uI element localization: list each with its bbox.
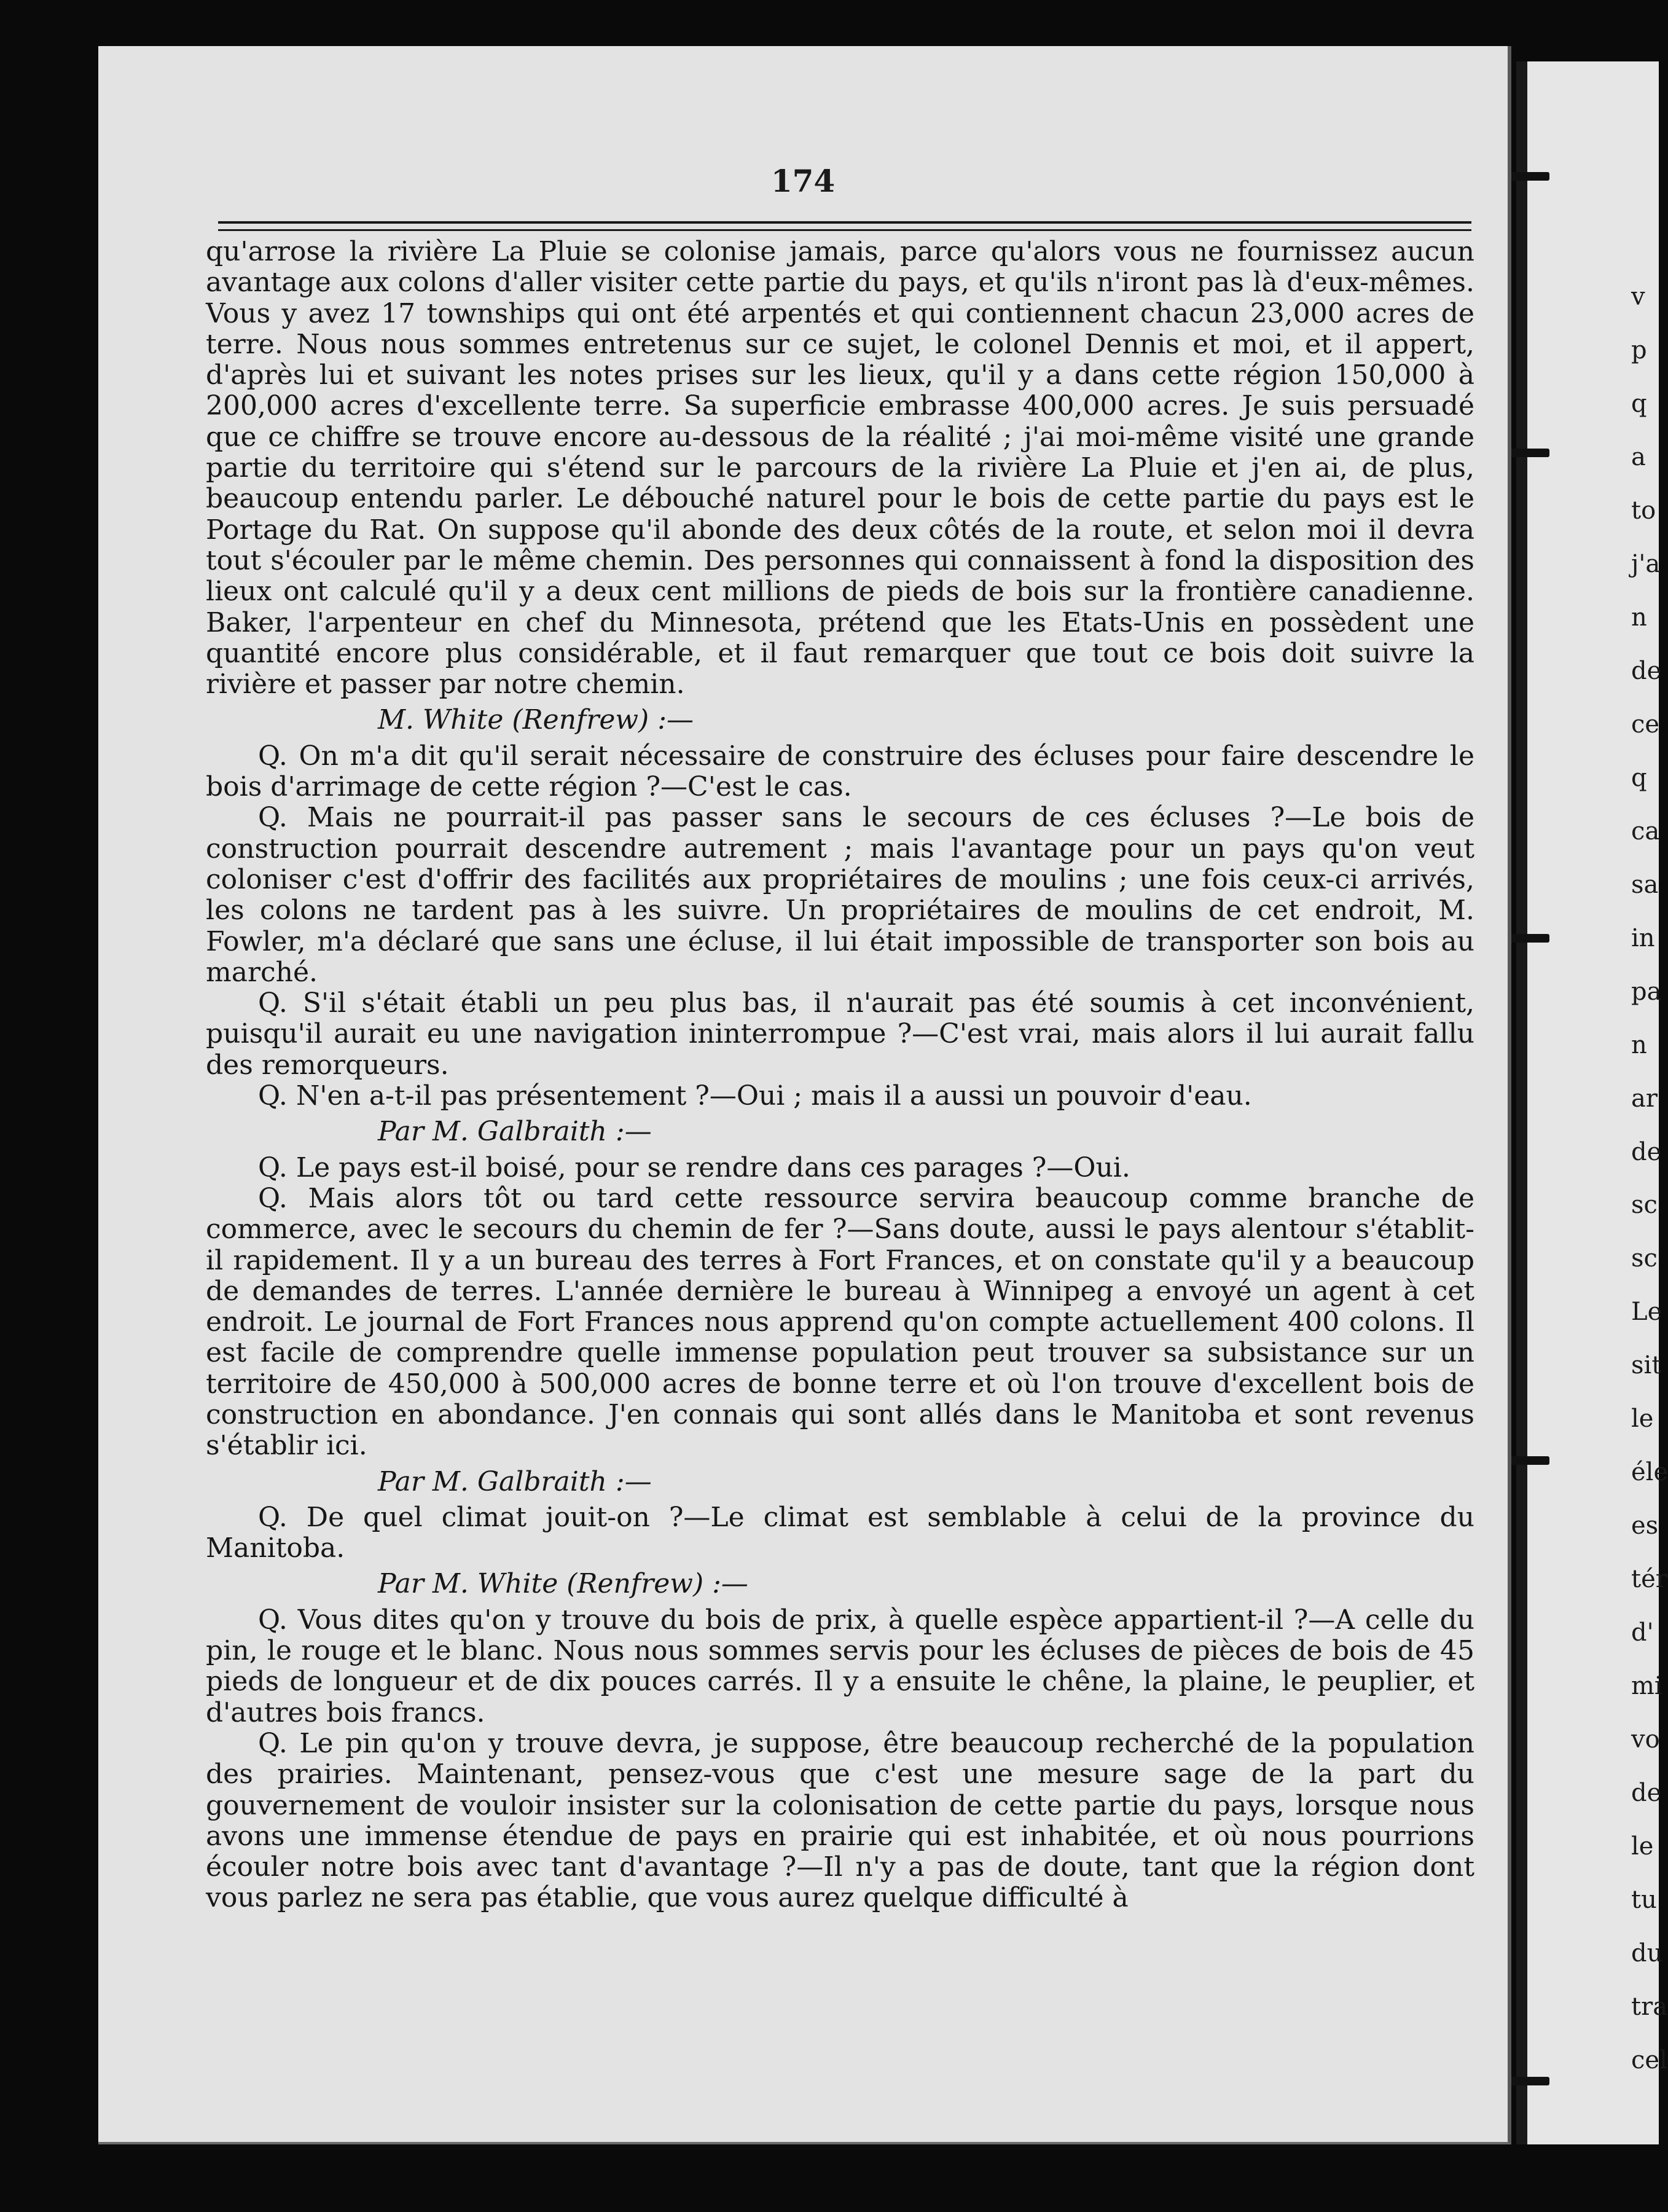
adjacent-page-fragment: d' (1631, 1618, 1654, 1647)
speaker-heading: Par M. Galbraith :— (378, 1116, 652, 1148)
adjacent-page-fragment: du (1631, 1939, 1663, 1968)
paragraph: Q. S'il s'était établi un peu plus bas, il n'aurait pas été soumis à cet inconvénient, puisqu'il aurait eu une navigation ininterrompue ?—C'est vrai, mais alors il lui aurait fallu des remorqueurs. (206, 987, 1474, 1081)
adjacent-page-fragment: pa (1631, 977, 1662, 1006)
adjacent-page-fragment: le (1631, 1405, 1654, 1433)
speaker-heading: Par M. White (Renfrew) :— (378, 1568, 748, 1600)
adjacent-page-fragment: ce (1631, 710, 1660, 739)
paragraph: Q. Vous dites qu'on y trouve du bois de prix, à quelle espèce appartient-il ?—A celle du pin, le rouge et le blanc. Nous nous sommes servis pour les écluses de pièces de bois de 45 pieds de longueur et de dix pouces carrés. Il y a ensuite le chêne, la plaine, le peuplier, et d'autres bois francs. (206, 1604, 1474, 1728)
adjacent-page-fragment: Le (1631, 1298, 1662, 1327)
adjacent-page-fragment: de (1631, 1137, 1662, 1166)
paragraph: Q. N'en a-t-il pas présentement ?—Oui ; mais il a aussi un pouvoir d'eau. (258, 1080, 1252, 1112)
adjacent-page-fragment: ca (1631, 817, 1660, 845)
adjacent-page-fragment: q (1631, 763, 1647, 792)
paragraph: qu'arrose la rivière La Pluie se colonise jamais, parce qu'alors vous ne fournissez aucun avantage aux colons d'aller visiter cette partie du pays, et qu'ils n'iront pas là d'eux-mêmes. Vous y avez 17 townships qui ont été arpentés et qui contiennent chacun 23,000 acres de terre. Nous nous sommes entretenus sur ce sujet, le colonel Dennis et moi, et il appert, d'après lui et suivant les notes prises sur les lieux, qu'il y a dans cette région 150,000 à 200,000 acres d'excellente terre. Sa superficie embrasse 400,000 acres. Je suis persuadé que ce chiffre se trouve encore au-dessous de la réalité ; j'ai moi-même visité une grande partie du territoire qui s'étend sur le parcours de la rivière La Pluie et j'en ai, de plus, beaucoup entendu parler. Le débouché naturel pour le bois de cette partie du pays est le Portage du Rat. On suppose qu'il abonde des deux côtés de la route, et selon moi il devra tout s'écouler par le même chemin. Des personnes qui connaissent à fond la disposition des lieux ont calculé qu'il y a deux cent millions de pieds de bois sur la frontière canadienne. Baker, l'arpenteur en chef du Minnesota, prétend que les Etats-Unis en possèdent une quantité encore plus considérable, et il faut remarquer que tout ce bois doit suivre la rivière et passer par notre chemin. (206, 236, 1474, 700)
adjacent-page-fragment: ar (1631, 1084, 1658, 1113)
paragraph: Q. Le pays est-il boisé, pour se rendre dans ces parages ?—Oui. (258, 1151, 1130, 1183)
adjacent-page-fragment: v (1631, 283, 1645, 311)
paragraph: Q. Mais ne pourrait-il pas passer sans le secours de ces écluses ?—Le bois de construction pourrait descendre autrement ; mais l'avantage pour un pays qu'on veut coloniser c'est d'offrir des facilités aux propriétaires de moulins ; une fois ceux-ci arrivés, les colons ne tardent pas à les suivre. Un propriétaires de moulins de cet endroit, M. Fowler, m'a déclaré que sans une écluse, il lui était impossible de transporter son bois au marché. (206, 802, 1474, 988)
adjacent-page-fragment: p (1631, 335, 1647, 364)
adjacent-page-fragment: to (1631, 496, 1656, 525)
adjacent-page-fragment: tra (1631, 1993, 1668, 2022)
adjacent-page-fragment: sit (1631, 1351, 1662, 1380)
adjacent-page-fragment: vo (1631, 1725, 1660, 1754)
adjacent-page-fragment: de (1631, 656, 1662, 685)
body-text (206, 237, 1474, 1914)
paragraph: Q. On m'a dit qu'il serait nécessaire de construire des écluses pour faire descendre le bois d'arrimage de cette région ?—C'est le cas. (206, 740, 1474, 803)
adjacent-page-fragment: cel (1631, 2046, 1667, 2074)
header-rule (218, 229, 1471, 231)
speaker-heading: M. White (Renfrew) :— (378, 704, 694, 736)
page-number: 174 (770, 163, 836, 199)
paragraph: Q. Le pin qu'on y trouve devra, je suppose, être beaucoup recherché de la population des prairies. Maintenant, pensez-vous que c'est une mesure sage de la part du gouvernement de vouloir insister sur la colonisation de cette partie du pays, lorsque nous avons une immense étendue de pays en prairie qui est inhabitée, et où nous pourrions écouler notre bois avec tant d'avantage ?—Il n'y a pas de doute, tant que la région dont vous parlez ne sera pas établie, que vous aurez quelque difficulté à (206, 1727, 1474, 1914)
adjacent-page-fragment: de (1631, 1779, 1662, 1808)
adjacent-page-fragment: mi (1631, 1672, 1662, 1701)
adjacent-page-fragment: tu (1631, 1886, 1657, 1915)
adjacent-page-fragment: le (1631, 1832, 1654, 1861)
adjacent-page-fragment: n (1631, 603, 1647, 632)
paragraph: Q. De quel climat jouit-on ?—Le climat est semblable à celui de la province du Manitoba. (206, 1501, 1474, 1564)
adjacent-page-fragment: tér (1631, 1565, 1667, 1594)
speaker-heading: Par M. Galbraith :— (378, 1465, 652, 1497)
adjacent-page-fragment: sc (1631, 1244, 1658, 1273)
adjacent-page-fragment: n (1631, 1030, 1647, 1059)
adjacent-page-fragment: sa (1631, 870, 1659, 899)
adjacent-page-fragment: sc (1631, 1191, 1658, 1220)
adjacent-page-fragment: a (1631, 442, 1646, 471)
adjacent-page-fragment: éle (1631, 1458, 1668, 1487)
page-spine (1516, 61, 1527, 2144)
adjacent-page-fragment: j'a (1631, 549, 1661, 578)
header-rule (218, 221, 1471, 224)
adjacent-page-fragment: in (1631, 924, 1655, 952)
paragraph: Q. Mais alors tôt ou tard cette ressource servira beaucoup comme branche de commerce, avec le secours du chemin de fer ?—Sans doute, aussi le pays alentour s'établit-il rapidement. Il y a un bureau des terres à Fort Frances, et on constate qu'il y a beaucoup de demandes de terres. L'année dernière le bureau à Winnipeg a envoyé un agent à cet endroit. Le journal de Fort Frances nous apprend qu'on compte actuellement 400 colons. Il est facile de comprendre quelle immense population peut trouver sa subsistance sur un territoire de 450,000 à 500,000 acres de bonne terre et où l'on trouve d'excellent bois de construction en abondance. J'en connais qui sont allés dans le Manitoba et sont revenus s'établir ici. (206, 1182, 1474, 1462)
adjacent-page-fragment: es (1631, 1512, 1659, 1540)
adjacent-page-fragment: q (1631, 389, 1647, 418)
document-page (98, 46, 1511, 2144)
